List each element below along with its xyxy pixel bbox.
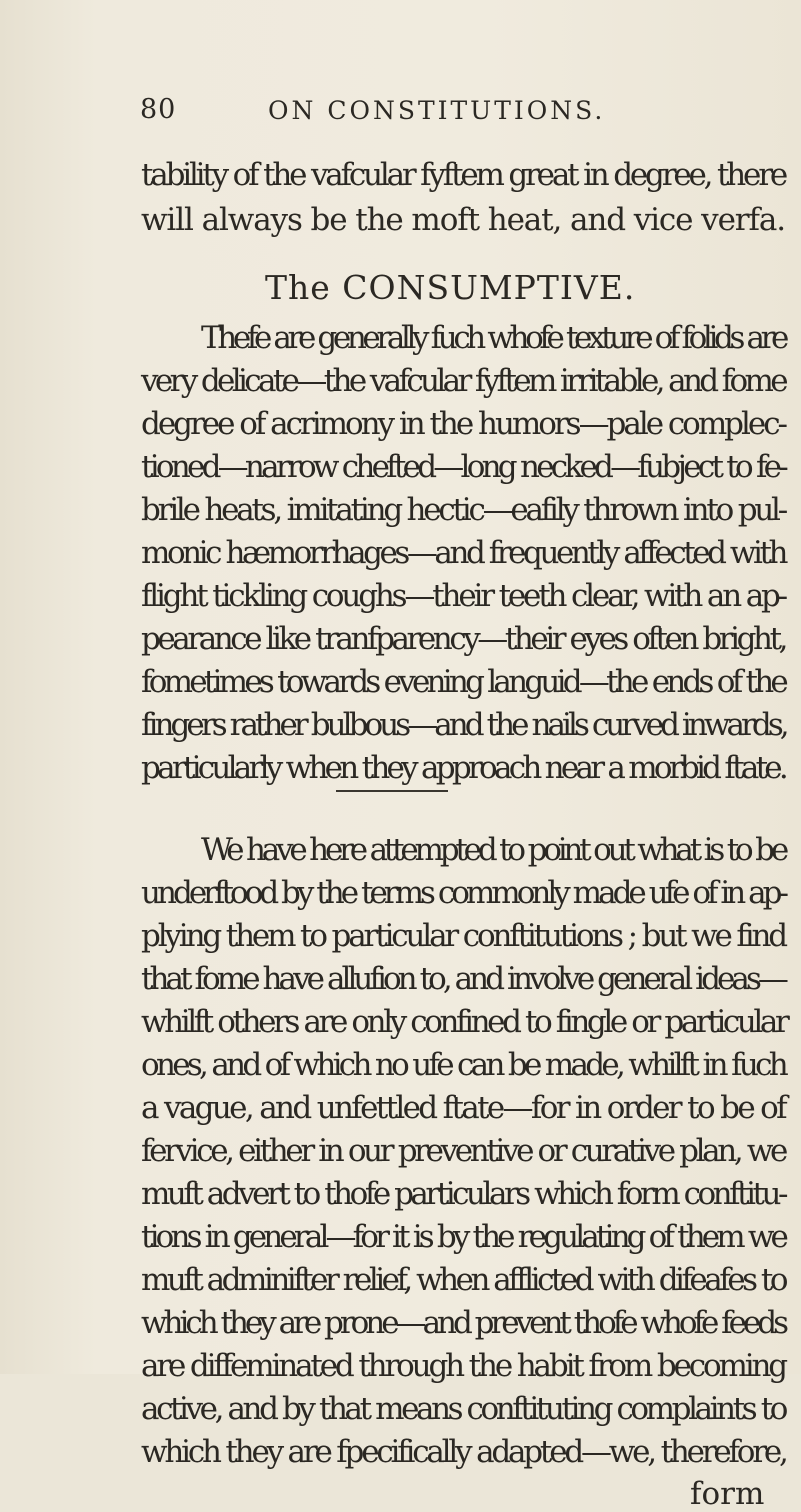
text-line: ones, and of which no ufe can be made, whilft in fuch [141, 1047, 785, 1083]
text-line: particularly when they approach near a morbid ftate. [141, 750, 785, 786]
text-line: which they are prone—and prevent thofe whofe feeds [141, 1305, 785, 1341]
text-line: We have here attempted to point out what is to be [201, 832, 785, 868]
text-line: underftood by the terms commonly made ufe of in ap- [141, 875, 785, 911]
text-line: fervice, either in our preventive or curative plan, we [141, 1133, 785, 1169]
text-line: will always be the moft heat, and vice verfa. [141, 202, 785, 238]
text-line: flight tickling coughs—their teeth clear, with an ap- [141, 578, 785, 614]
text-line: plying them to particular conftitutions ; but we find [141, 918, 786, 954]
text-line: fingers rather bulbous—and the nails curved inwards, [141, 707, 786, 743]
running-head [140, 94, 700, 134]
text-line: degree of acrimony in the humors—pale complec- [141, 406, 785, 442]
text-line: tability of the vafcular fyftem great in degree, there [141, 157, 786, 193]
text-line: monic hæmorrhages—and frequently affected with [141, 535, 785, 571]
section-divider [336, 790, 448, 792]
text-line: a vague, and unfettled ftate—for in order to be of [141, 1090, 785, 1126]
text-line: pearance like tranfparency—their eyes often bright, [141, 621, 785, 657]
text-line: Thefe are generally fuch whofe texture of folids are [201, 320, 785, 356]
text-line: are diffeminated through the habit from becoming [141, 1348, 785, 1384]
section-heading: The CONSUMPTIVE. [265, 268, 636, 307]
text-line: fometimes towards evening languid—the ends of the [141, 664, 785, 700]
text-line: muft adminifter relief, when afflicted with difeafes to [141, 1262, 785, 1298]
catchword: form [690, 1476, 765, 1512]
text-line: muft advert to thofe particulars which form conftitu- [141, 1176, 785, 1212]
text-line: that fome have allufion to, and involve general ideas— [141, 961, 785, 997]
text-line: very delicate—the vafcular fyftem irritable, and fome [141, 363, 785, 399]
text-line: brile heats, imitating hectic—eafily thrown into pul- [141, 492, 785, 528]
page-number: 80 [140, 94, 177, 125]
text-line: tions in general—for it is by the regulating of them we [141, 1219, 785, 1255]
text-line: active, and by that means conftituting complaints to [141, 1391, 785, 1427]
text-line: whilft others are only confined to fingle or particular [141, 1004, 787, 1040]
text-line: tioned—narrow chefted—long necked—fubject to fe- [141, 449, 785, 485]
running-title: ON CONSTITUTIONS. [268, 96, 606, 125]
text-line: which they are fpecifically adapted—we, therefore, [141, 1434, 786, 1470]
